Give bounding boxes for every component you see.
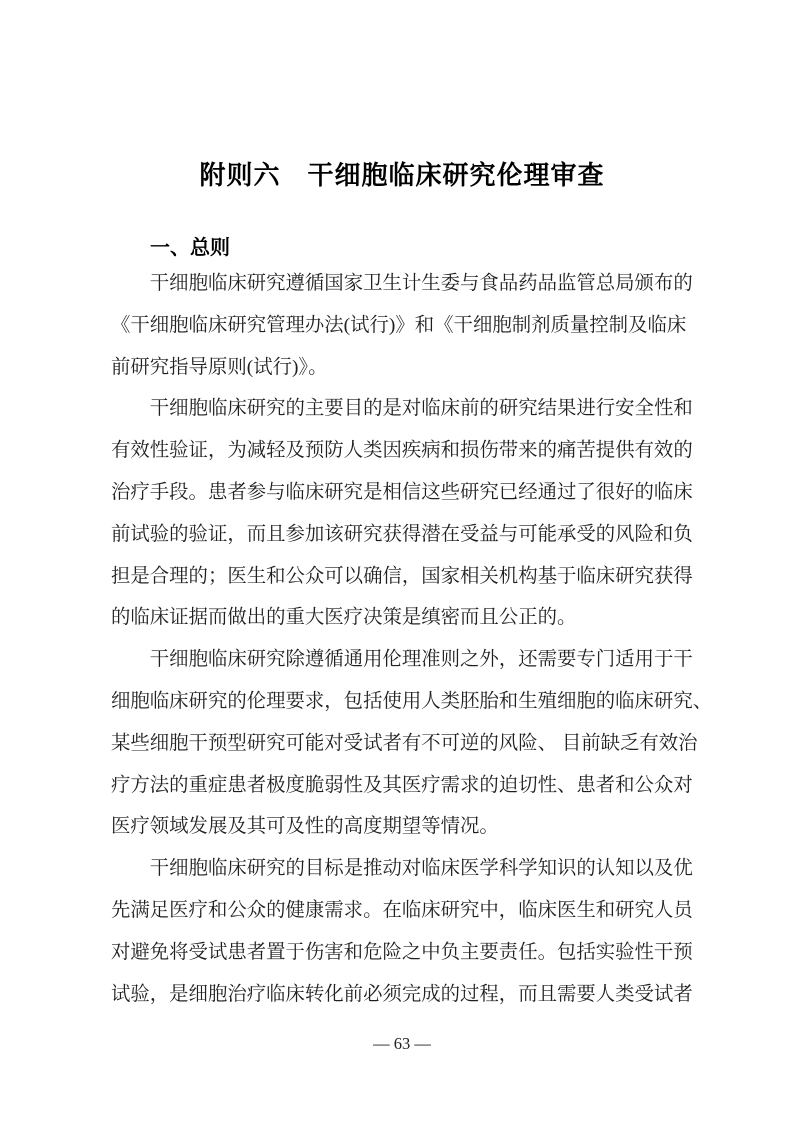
page-number: — 63 — (373, 1034, 431, 1053)
paragraph-line: 细胞临床研究的伦理要求，包括使用人类胚胎和生殖细胞的临床研究、 (111, 690, 713, 712)
paragraph-line: 对避免将受试患者置于伤害和危险之中负主要责任。包括实验性干预 (111, 941, 693, 963)
section-heading: 一、总则 (150, 237, 230, 259)
paragraph-line: 有效性验证，为减轻及预防人类因疾病和损伤带来的痛苦提供有效的 (111, 440, 693, 462)
paragraph (111, 388, 693, 639)
paragraph-line: 某些细胞干预型研究可能对受试者有不可逆的风险、 目前缺乏有效治 (111, 732, 698, 754)
paragraph-line: 疗方法的重症患者极度脆弱性及其医疗需求的迫切性、患者和公众对 (111, 774, 693, 796)
paragraph-line: 干细胞临床研究除遵循通用伦理准则之外，还需要专门适用于干 (149, 649, 693, 671)
paragraph-line: 干细胞临床研究遵循国家卫生计生委与食品药品监管总局颁布的 (149, 273, 693, 294)
paragraph-line: 治疗手段。患者参与临床研究是相信这些研究已经通过了很好的临床 (111, 481, 693, 503)
paragraph-line: 《干细胞临床研究管理办法(试行)》和《干细胞制剂质量控制及临床 (111, 314, 687, 336)
paragraph-line: 干细胞临床研究的目标是推动对临床医学科学知识的认知以及优 (149, 858, 693, 880)
paragraphs-container (111, 263, 713, 1015)
paragraph-line: 的临床证据而做出的重大医疗决策是缜密而且公正的。 (111, 607, 577, 629)
paragraph (111, 848, 693, 1015)
paragraph-line: 担是合理的；医生和公众可以确信，国家相关机构基于临床研究获得 (111, 565, 693, 587)
paragraph-line: 先满足医疗和公众的健康需求。在临床研究中，临床医生和研究人员 (111, 899, 693, 921)
paragraph (111, 639, 713, 848)
paragraph (111, 263, 693, 388)
paragraph-line: 前试验的验证，而且参加该研究获得潜在受益与可能承受的风险和负 (111, 523, 693, 545)
paragraph-line: 干细胞临床研究的主要目的是对临床前的研究结果进行安全性和 (149, 398, 693, 420)
paragraph-line: 医疗领域发展及其可及性的高度期望等情况。 (111, 816, 499, 838)
document-title: 附则六 干细胞临床研究伦理审查 (199, 160, 605, 190)
paragraph-line: 前研究指导原则(试行)》。 (111, 356, 328, 378)
paragraph-line: 试验，是细胞治疗临床转化前必须完成的过程，而且需要人类受试者 (111, 983, 693, 1005)
